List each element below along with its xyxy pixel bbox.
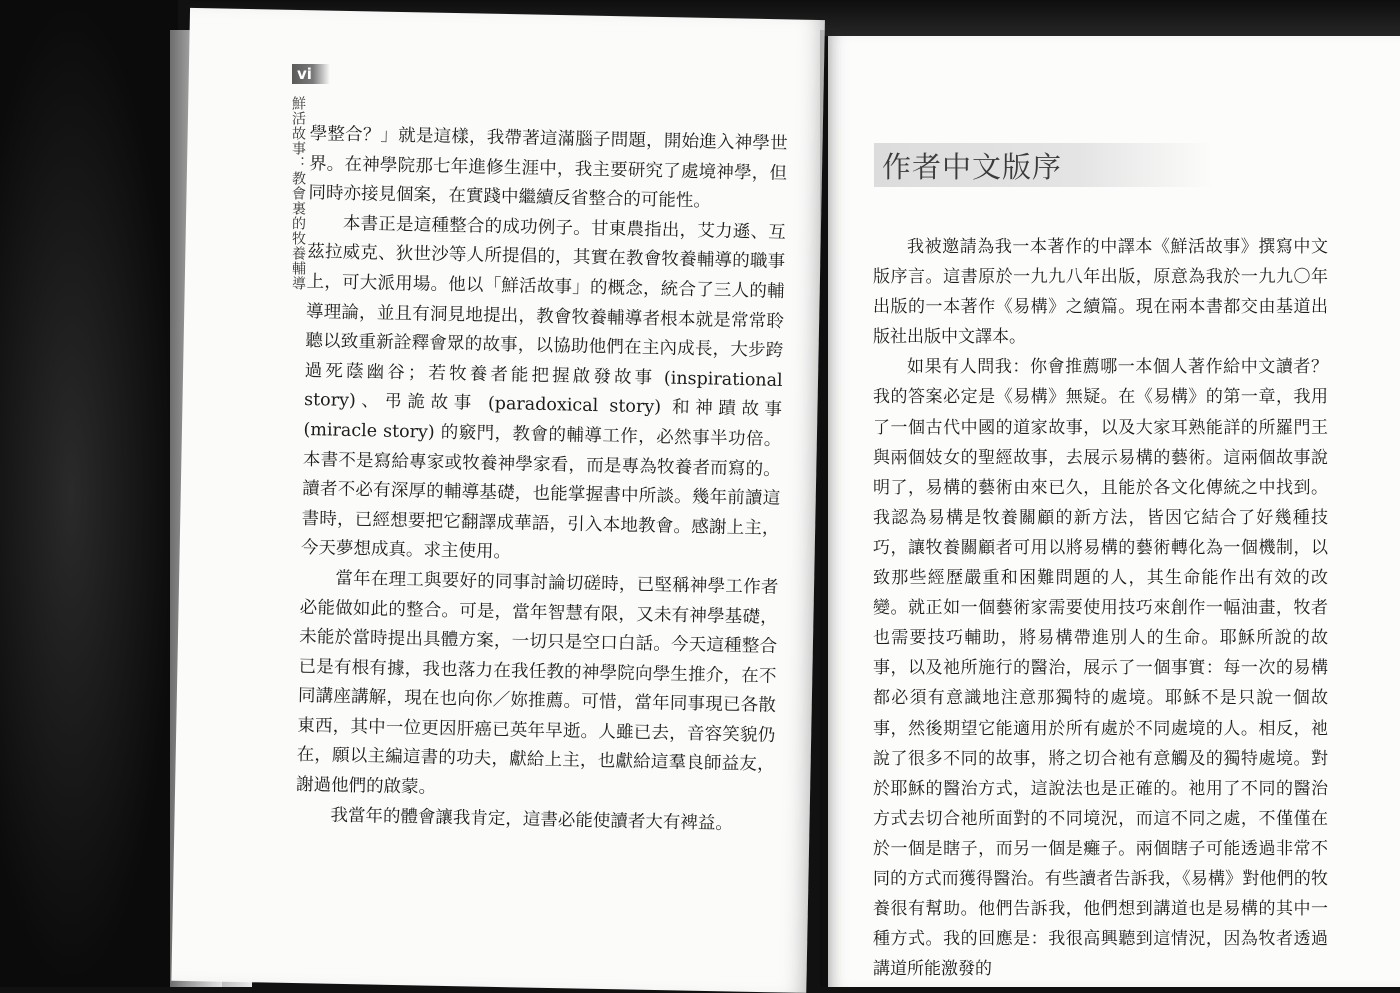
book-gutter [820,30,842,987]
scan-background-left [0,0,178,987]
left-page-body [295,120,788,840]
right-page-body [873,232,1328,984]
chapter-title: 作者中文版序 [882,150,1063,184]
paragraph: 如果有人問我：你會推薦哪一本個人著作給中文讀者？我的答案必定是《易構》無疑。在《易構》的第一章，我用了一個古代中國的道家故事，以及大家耳熟能詳的所羅門王與兩個妓女的聖經故事，去展示易構的藝術。這兩個故事說明了，易構的藝術由來已久，且能於各文化傳統之中找到。我認為易構是牧養關顧的新方法，皆因它結合了好幾種技巧，讓牧養關顧者可用以將易構的藝術轉化為一個機制，以致那些經歷嚴重和困難問題的人，其生命能作出有效的改變。就正如一個藝術家需要使用技巧來創作一幅油畫，牧者也需要技巧輔助，將易構帶進別人的生命。耶穌所說的故事，以及祂所施行的醫治，展示了一個事實：每一次的易構都必須有意識地注意那獨特的處境。耶穌不是只說一個故事，然後期望它能適用於所有處於不同處境的人。相反，祂說了很多不同的故事，將之切合祂有意觸及的獨特處境。對於耶穌的醫治方式，這說法也是正確的。祂用了不同的醫治方式去切合祂所面對的不同境況，而這不同之處，不僅僅在於一個是瞎子，而另一個是癱子。兩個瞎子可能透過非常不同的方式而獲得醫治。有些讀者告訴我，《易構》對他們的牧養很有幫助。他們告訴我，他們想到講道也是易構的其中一種方式。我的回應是：我很高興聽到這情況，因為牧者透過講道所能激發的 [873,357,1328,980]
page-number: vi [292,64,330,84]
chapter-title-band [874,143,1214,187]
paragraph: 我當年的體會讓我肯定，這書必能使讀者大有裨益。 [330,805,734,834]
paragraph: 我被邀請為我一本著作的中譯本《鮮活故事》撰寫中文版序言。這書原於一九九八年出版，原意為我於一九九〇年出版的一本著作《易構》之續篇。現在兩本書都交由基道出版社出版中文譯本。 [873,237,1328,348]
paragraph: 當年在理工與要好的同事討論切磋時，已堅稱神學工作者必能做如此的整合。可是，當年智慧有限，又未有神學基礎，未能於當時提出具體方案，一切只是空口白話。今天這種整合已是有根有據，我也落力在我任教的神學院向學生推介，在不同講座講解，現在也向你／妳推薦。可惜，當年同事現已各散東西，其中一位更因肝癌已英年早逝。人雖已去，音容笑貌仍在，願以主編這書的功夫，獻給上主，也獻給這羣良師益友，謝過他們的啟蒙。 [295,568,779,798]
paragraph: 本書正是這種整合的成功例子。甘東農指出，艾力遜、互茲拉威克、狄世沙等人所提倡的，其實在教會牧養輔導的職事上，可大派用場。他以「鮮活故事」的概念，統合了三人的輔導理論，並且有洞見地提出，教會牧養輔導者根本就是常常聆聽以致重新詮釋會眾的故事，以協助他們在主內成長，大步跨過死蔭幽谷；若牧養者能把握啟發故事 (inspirational story)、弔詭故事 (paradoxical story) 和神蹟故事 (miracle story) 的竅門，教會的輔導工作，必然事半功倍。本書不是寫給專家或牧養神學家看，而是專為牧養者而寫的。讀者不必有深厚的輔導基礎，也能掌握書中所談。幾年前讀這書時，已經想要把它翻譯成華語，引入本地教會。感謝上主，今天夢想成真。求主使用。 [300,213,786,563]
running-head: 鮮活故事：教會裏的牧養輔導 [290,96,306,291]
paragraph: 學整合？」就是這樣，我帶著這滿腦子問題，開始進入神學世界。在神學院那七年進修生涯中，我主要研究了處境神學，但同時亦接見個案，在實踐中繼續反省整合的可能性。 [308,123,788,212]
